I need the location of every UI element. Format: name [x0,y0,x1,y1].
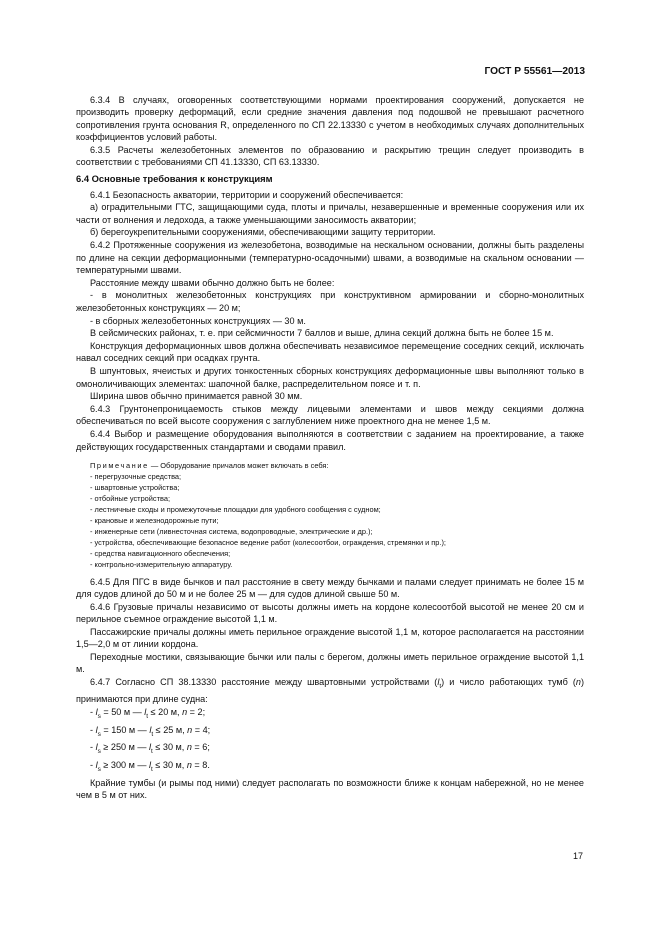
list-item-precast: - в сборных железобетонных конструкциях — 30 м. [90,315,306,326]
paragraph-6-4-1-a: а) оградительными ГТС, защищающими суда, плоты и причалы, незавершенные и временные сооружения или их части от волнения и ледохода, а также уменьшающими заносимость акватории; [76,202,584,225]
paragraph-joint-width: Ширина швов обычно принимается равной 30 мм. [90,391,303,402]
p647-text-a: 6.4.7 Согласно СП 38.13330 расстояние между швартовными устройствами ( [90,677,438,688]
note-item: - средства навигационного обеспечения; [90,548,231,558]
note-label: Примечание [90,460,149,470]
paragraph-6-4-2: 6.4.2 Протяженные сооружения из железобетона, возводимые на нескальном основании, должны быть разделены по длине на секции деформационными (температурно-осадочными) швами, а возводимые на скальном основании — температурными швами. [76,240,584,275]
p647-text-c: ) принимаются при длине судна: [76,677,584,705]
section-heading-6-4: 6.4 Основные требования к конструкциям [76,173,273,185]
paragraph-6-4-1: 6.4.1 Безопасность акватории, территории и сооружений обеспечивается: [90,189,404,200]
paragraph-passenger-piers: Пассажирские причалы должны иметь перильное ограждение высотой 1,1 м, которое располагается на расстоянии 1,5—2,0 м от линии кордона. [76,627,584,650]
note-item: - крановые и железнодорожные пути; [90,515,219,525]
note-item: - швартовные устройства; [90,482,180,492]
paragraph-6-4-7 [76,676,584,705]
list-item-ls-250: - $l_s \ge 250$ м — $l_t \le 30$ м, n = 6; [90,742,210,756]
page-body [76,94,584,802]
list-item-ls-300: - $l_s \ge 300$ м — $l_t \le 30$ м, n = 8. [90,759,210,773]
paragraph-bollards: Крайние тумбы (и рымы под ними) следует располагать по возможности ближе к концам набережной, но не менее чем в 5 м от них. [76,777,584,800]
paragraph-6-3-5: 6.3.5 Расчеты железобетонных элементов по образованию и раскрытию трещин следует производить в соответствии с требованиями СП 41.13330, СП 63.13330. [76,144,584,167]
paragraph-6-4-5: 6.4.5 Для ПГС в виде бычков и пал расстояние в свету между бычками и палами следует принимать не более 15 м для судов длиной до 50 м и не более 25 м — для судов длиной свыше 50 м. [76,576,584,600]
paragraph-6-4-1-b: б) берегоукрепительными сооружениями, обеспечивающими защиту территории. [90,227,436,238]
list-item-ls-50: - $l_s = 50$ м — $l_t \le 20$ м, n = 2; [90,707,206,720]
note-item: - отбойные устройства; [90,493,171,503]
list-item-monolithic: - в монолитных железобетонных конструкциях при конструктивном армировании и сборно-монолитных железобетонных конструкциях — 20 м; [76,290,584,313]
note-intro: — Оборудование причалов может включать в себя: [148,460,329,470]
page-number: 17 [572,851,583,861]
note-item: - инженерные сети (ливнесточная система, водопроводные, электрические и др.); [90,526,373,536]
paragraph-sheet-piles: В шпунтовых, ячеистых и других тонкостенных сборных конструкциях деформационные швы выполняют только в омоноличивающих элементах: шапочной балке, распределительном поясе и т. п. [76,366,584,389]
note-heading [76,460,584,471]
paragraph-seismic: В сейсмических районах, т. е. при сейсмичности 7 баллов и выше, длина секций должна быть не более 15 м. [90,328,554,339]
note-item: - перегрузочные средства; [90,471,182,481]
page-header-standard-id: ГОСТ Р 55561—2013 [484,66,585,77]
paragraph-6-4-6: 6.4.6 Грузовые причалы независимо от высоты должны иметь на кордоне колесоотбой высотой не менее 20 см и перильное съемное ограждение высотой 1,1 м. [76,601,584,625]
note-item: - лестничные сходы и промежуточные площадки для удобного сообщения с судном; [90,504,381,514]
paragraph-6-3-4: 6.3.4 В случаях, оговоренных соответствующими нормами проектирования сооружений, допускается не производить проверку деформаций, если средние значения давления под подошвой не превышают расчетного сопротивления грунта основания R, определенного по СП 22.13330 с учетом в необходимых случаях дополнительных коэффициентов условий работы. [76,95,584,142]
list-item-ls-150: - $l_s = 150$ м — $l_t \le 25$ м, n = 4; [90,724,211,738]
p647-var-l: l [437,677,440,688]
paragraph-joint-distance: Расстояние между швами обычно должно быть не более: [90,277,335,288]
paragraph-joint-design: Конструкция деформационных швов должна обеспечивать независимое перемещение соседних секций, исключать навал соседних секций при осадках грунта. [76,341,584,364]
paragraph-6-4-3: 6.4.3 Грунтонепроницаемость стыков между лицевыми элементами и швов между секциями должна обеспечиваться по всей высоте сооружения с заглублением ниже проектного дна не менее 1,5 м. [76,404,584,427]
note-item: - контрольно-измерительную аппаратуру. [90,559,233,569]
p647-var-n: n [575,677,581,688]
note-item: - устройства, обеспечивающие безопасное ведение работ (колесоотбои, ограждения, стремянки и пр.); [90,537,446,547]
paragraph-6-4-4: 6.4.4 Выбор и размещение оборудования выполняются в соответствии с заданием на проектирование, а также действующих государственных стандартами и сводами правил. [76,429,584,452]
p647-text-b: ) и число работающих тумб ( [441,677,576,688]
paragraph-bridges: Переходные мостики, связывающие бычки или палы с берегом, должны иметь перильное ограждение высотой 1,1 м. [76,652,584,675]
p647-sub: t [439,683,442,690]
